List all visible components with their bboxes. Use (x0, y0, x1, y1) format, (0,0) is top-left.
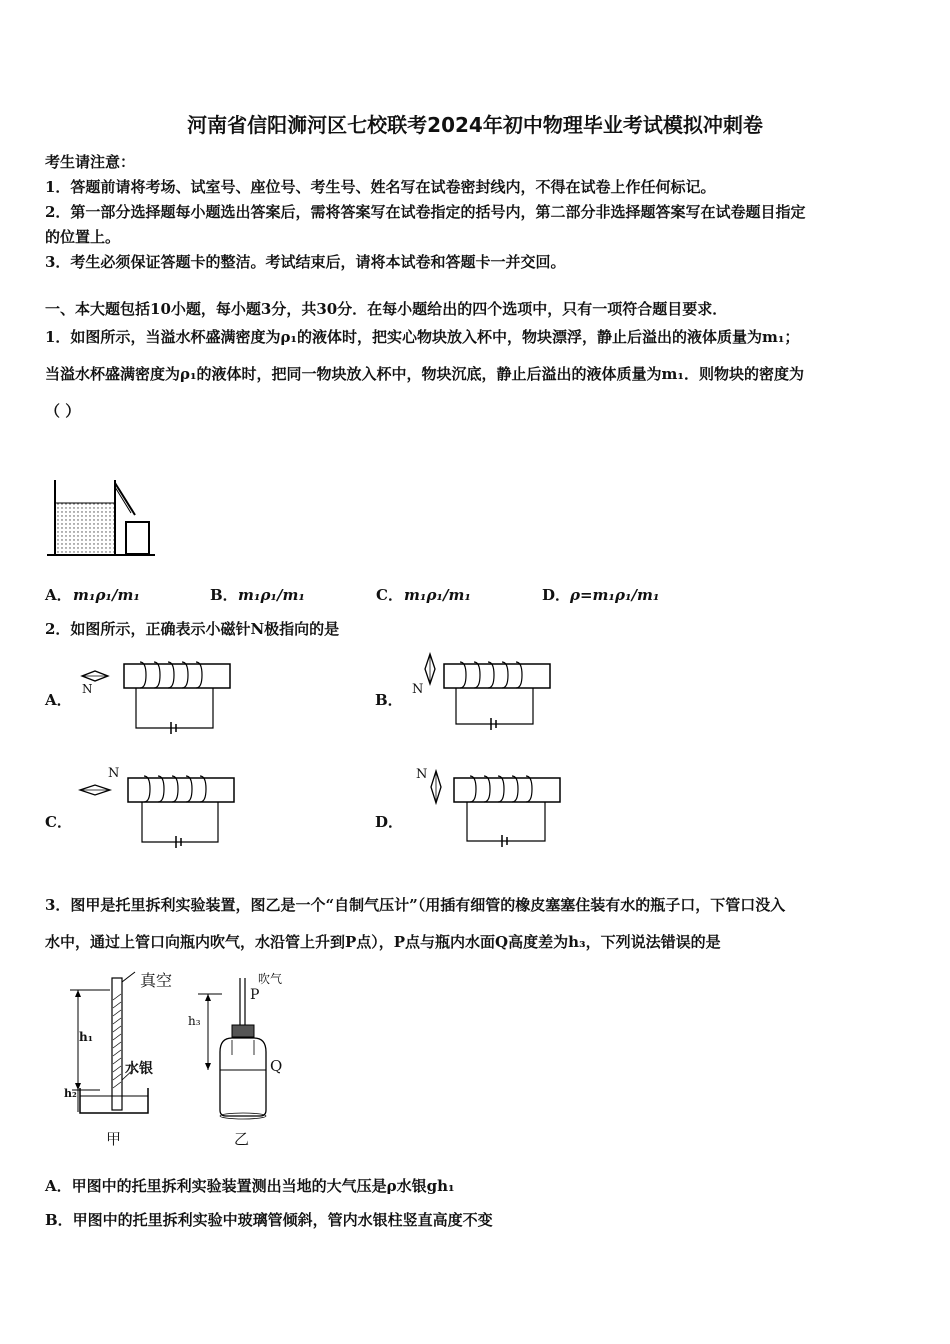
q3-fig-vacuum-label: 真空 (140, 971, 173, 990)
q1-option-c-label: C． (376, 586, 403, 604)
q1-option-d-text: ρ=m₁ρ₁/m₁ (570, 586, 660, 604)
q3-fig-yi-label: 乙 (234, 1130, 250, 1148)
q2-option-a-n-label: N (82, 682, 93, 696)
q3-fig-h1-label: h₁ (79, 1030, 93, 1044)
q1-option-a-text: m₁ρ₁/m₁ (73, 586, 140, 604)
q3-fig-h2-label: h₂ (64, 1087, 77, 1100)
q1-option-c-text: m₁ρ₁/m₁ (404, 586, 471, 604)
q2-option-d-label: D． (375, 813, 404, 831)
q3-fig-q-label: Q (270, 1057, 283, 1075)
q1-option-d-label: D． (542, 586, 571, 604)
q2-option-d-n-label: N (416, 767, 428, 782)
q1-option-a-label: A． (45, 586, 72, 604)
q1-text-line3: （ ） (45, 402, 81, 420)
q2-option-a-solenoid-figure (78, 660, 248, 740)
q3-option-b: B．甲图中的托里拆利实验中玻璃管倾斜，管内水银柱竖直高度不变 (45, 1211, 493, 1229)
q2-option-b-label: B． (375, 691, 403, 709)
q3-figure-yi-barometer (180, 970, 290, 1120)
q1-text-line1: 1．如图所示，当溢水杯盛满密度为ρ₁的液体时，把实心物块放入杯中，物块漂浮，静止后溢出的液体质量为m₁； (45, 328, 800, 346)
q2-text: 2．如图所示，正确表示小磁针N极指向的是 (45, 620, 340, 638)
q3-fig-jia-label: 甲 (106, 1130, 122, 1148)
q3-fig-blow-label: 吹气 (258, 972, 283, 986)
page-title: 河南省信阳浉河区七校联考2024年初中物理毕业考试模拟冲刺卷 (187, 113, 763, 137)
q1-option-b-label: B． (210, 586, 238, 604)
q2-option-d-solenoid-figure (410, 765, 580, 850)
q3-fig-p-label: P (250, 987, 260, 1003)
q2-option-b-n-label: N (412, 682, 424, 697)
notice-item-3: 3．考生必须保证答题卡的整洁。考试结束后，请将本试卷和答题卡一并交回。 (45, 253, 566, 271)
section-1-heading: 一、本大题包括10小题，每小题3分，共30分．在每小题给出的四个选项中，只有一项符合题目要求． (45, 300, 728, 318)
notice-item-2-cont: 的位置上。 (45, 228, 121, 246)
q2-option-c-n-label: N (108, 766, 120, 781)
q3-text-line1: 3．图甲是托里拆利实验装置，图乙是一个“自制气压计”（用插有细管的橡皮塞塞住装有水的瓶子口，下管口没入 (45, 896, 786, 914)
q1-overflow-cup-figure (45, 475, 165, 560)
notice-item-1: 1．答题前请将考场、试室号、座位号、考生号、姓名写在试卷密封线内，不得在试卷上作任何标记。 (45, 178, 716, 196)
q3-text-line2: 水中，通过上管口向瓶内吹气，水沿管上升到P点），P点与瓶内水面Q高度差为h₃，下列说法错误的是 (45, 933, 721, 951)
q1-text-line2: 当溢水杯盛满密度为ρ₁的液体时，把同一物块放入杯中，物块沉底，静止后溢出的液体质量为m₁．则物块的密度为 (45, 365, 804, 383)
q2-option-a-label: A． (45, 691, 72, 709)
q2-option-c-label: C． (45, 813, 72, 831)
q2-option-c-solenoid-figure (78, 770, 248, 855)
q1-option-b-text: m₁ρ₁/m₁ (238, 586, 305, 604)
notice-heading: 考生请注意： (45, 153, 136, 171)
q3-option-a: A．甲图中的托里拆利实验装置测出当地的大气压是ρ水银gh₁ (45, 1177, 455, 1195)
q3-fig-mercury-label: 水银 (125, 1061, 153, 1077)
q2-option-b-solenoid-figure (408, 652, 578, 732)
q3-fig-h3-label: h₃ (188, 1014, 201, 1028)
notice-item-2: 2．第一部分选择题每小题选出答案后，需将答案写在试卷指定的括号内，第二部分非选择题答案写在试卷题目指定 (45, 203, 806, 221)
